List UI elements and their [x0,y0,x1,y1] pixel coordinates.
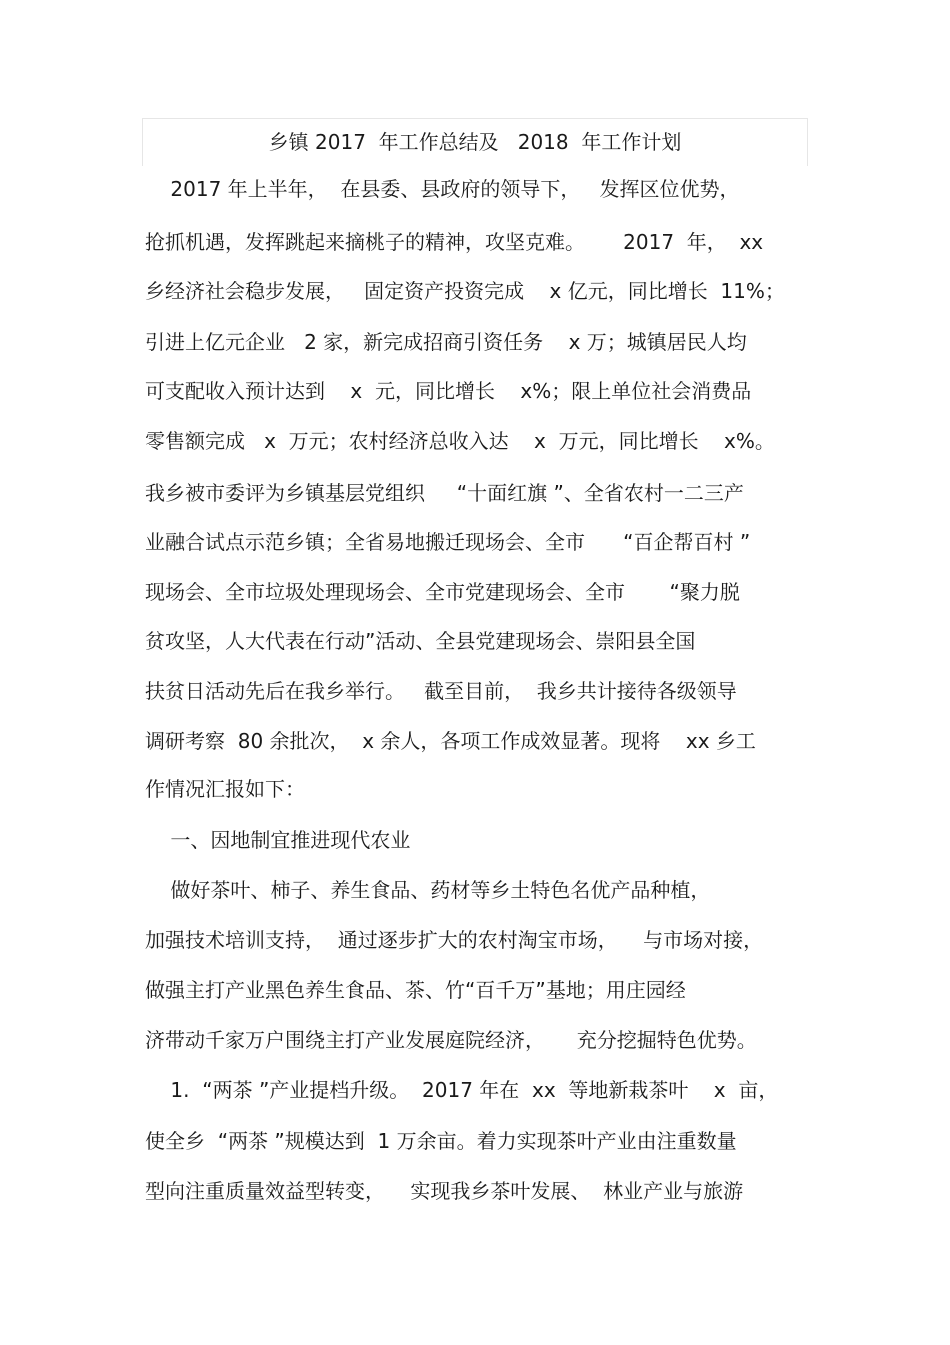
body-line: 现场会、全市垃圾处理现场会、全市党建现场会、全市 “聚力脱 [145,580,740,604]
body-line: 济带动千家万户围绕主打产业发展庭院经济， 充分挖掘特色优势。 [145,1028,757,1052]
body-line: 做强主打产业黑色养生食品、茶、竹“百千万”基地；用庄园经 [145,978,686,1002]
body-line: 做好茶叶、柿子、养生食品、药材等乡土特色名优产品种植， [145,878,711,902]
body-line: 作情况汇报如下： [145,777,305,801]
body-line: 贫攻坚，人大代表在行动”活动、全县党建现场会、崇阳县全国 [145,629,696,653]
body-line: 2017 年上半年， 在县委、县政府的领导下， 发挥区位优势， [145,177,740,201]
body-line: 型向注重质量效益型转变， 实现我乡茶叶发展、 林业产业与旅游 [145,1179,744,1203]
body-line: 可支配收入预计达到 x 元，同比增长 x%；限上单位社会消费品 [145,379,752,403]
body-line: 1. “两茶 ”产业提档升级。 2017 年在 xx 等地新栽茶叶 x 亩， [145,1078,779,1102]
body-line: 乡经济社会稳步发展， 固定资产投资完成 x 亿元，同比增长 11%； [145,279,785,303]
body-line: 使全乡 “两茶 ”规模达到 1 万余亩。着力实现茶叶产业由注重数量 [145,1129,737,1153]
section-heading: 一、因地制宜推进现代农业 [145,828,411,852]
body-line: 我乡被市委评为乡镇基层党组织 “十面红旗 ”、全省农村一二三产 [145,481,744,505]
body-line: 调研考察 80 余批次， x 余人，各项工作成效显著。现将 xx 乡工 [145,729,756,753]
body-line: 零售额完成 x 万元；农村经济总收入达 x 万元，同比增长 x%。 [145,429,775,453]
body-line: 抢抓机遇，发挥跳起来摘桃子的精神，攻坚克难。 2017 年， xx [145,230,764,254]
body-line: 扶贫日活动先后在我乡举行。 截至目前， 我乡共计接待各级领导 [145,679,737,703]
body-line: 业融合试点示范乡镇；全省易地搬迁现场会、全市 “百企帮百村 ” [145,530,751,554]
document-title: 乡镇 2017 年工作总结及 2018 年工作计划 [268,130,682,154]
body-line: 加强技术培训支持， 通过逐步扩大的农村淘宝市场， 与市场对接， [145,928,764,952]
body-line: 引进上亿元企业 2 家，新完成招商引资任务 x 万；城镇居民人均 [145,330,747,354]
